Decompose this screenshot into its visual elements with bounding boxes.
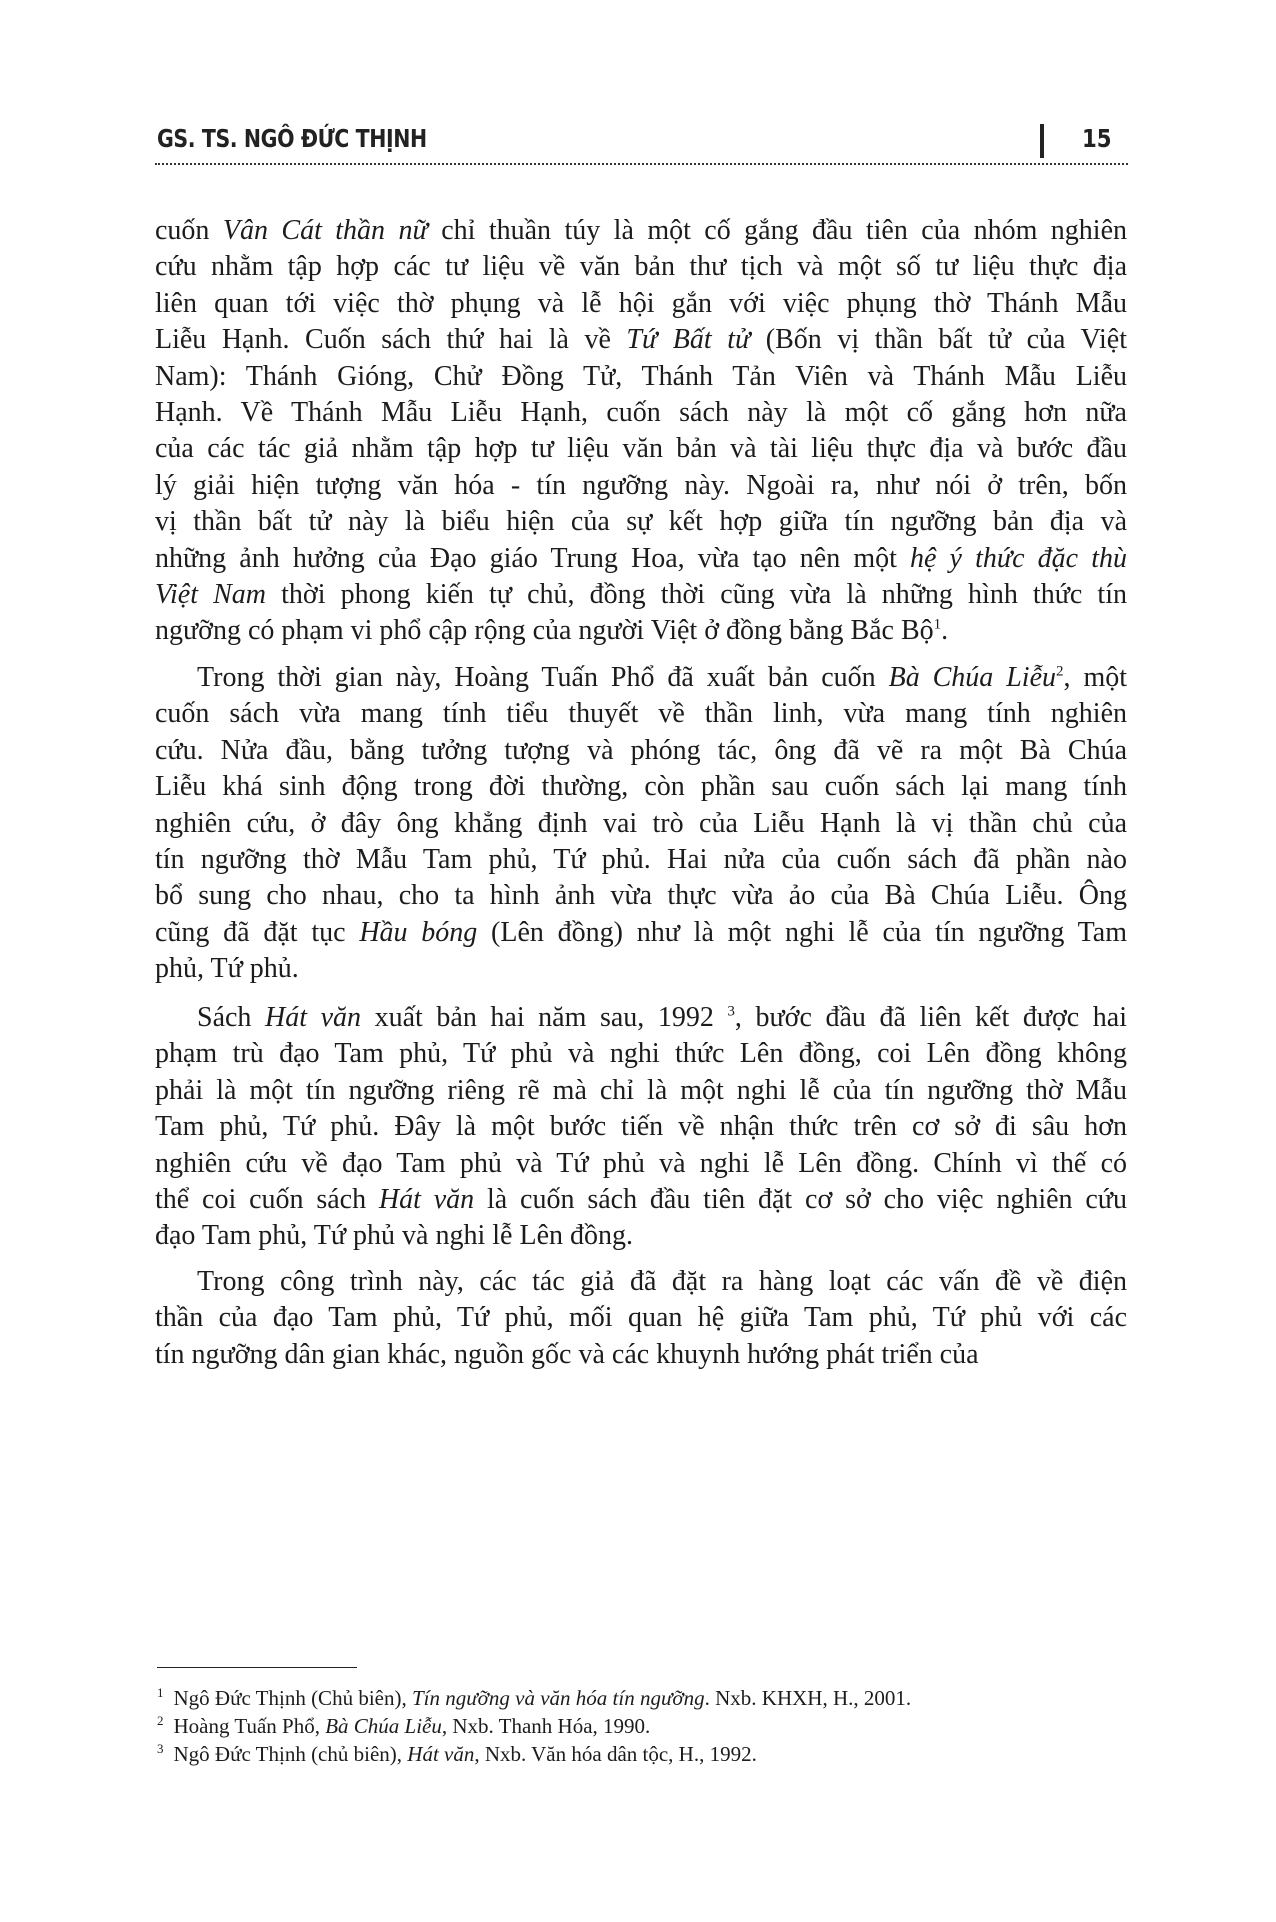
paragraph-1-line xyxy=(155,613,1127,649)
text-run: lý giải hiện tượng văn hóa - tín ngưỡng này. Ngoài ra, như nói ở trên, bốn xyxy=(155,469,1127,501)
text-run: ngưỡng có phạm vi phổ cập rộng của người Việt ở đồng bằng Bắc Bộ xyxy=(155,615,934,647)
footnote-separator xyxy=(157,1667,357,1668)
text-run: thời phong kiến tự chủ, đồng thời cũng vừa là những hình thức tín xyxy=(266,579,1127,610)
paragraph-2-line xyxy=(155,842,1127,878)
text-run: (Bốn vị thần bất tử của Việt xyxy=(750,324,1127,356)
text-run: tín ngưỡng dân gian khác, nguồn gốc và các khuynh hướng phát triển của xyxy=(155,1338,979,1370)
paragraph-3-line xyxy=(155,1109,1127,1145)
footnote-item xyxy=(157,1708,650,1739)
text-run: chỉ thuần túy là một cố gắng đầu tiên của nhóm nghiên xyxy=(427,215,1127,246)
italic-title: Bà Chúa Liễu xyxy=(325,1714,442,1738)
text-run: , bước đầu đã liên kết được hai xyxy=(734,1002,1128,1033)
text-run: Sách xyxy=(197,1002,266,1033)
paragraph-3-line xyxy=(155,1000,1127,1036)
paragraph-4-line xyxy=(155,1300,1127,1336)
text-run: phạm trù đạo Tam phủ, Tứ phủ và nghi thức Lên đồng, coi Lên đồng không xyxy=(155,1038,1127,1070)
text-run: nghiên cứu, ở đây ông khẳng định vai trò của Liễu Hạnh là vị thần chủ của xyxy=(155,807,1127,839)
italic-title: Hầu bóng xyxy=(359,916,478,948)
paragraph-1-line xyxy=(155,577,1127,613)
text-run: Hoàng Tuấn Phổ, xyxy=(173,1714,326,1738)
text-run: phải là một tín ngưỡng riêng rẽ mà chỉ là một nghi lễ của tín ngưỡng thờ Mẫu xyxy=(155,1074,1127,1106)
text-run: Hạnh. Về Thánh Mẫu Liễu Hạnh, cuốn sách này là một cố gắng hơn nữa xyxy=(155,397,1127,428)
text-run: Trong thời gian này, Hoàng Tuấn Phổ đã xuất bản cuốn xyxy=(197,662,889,693)
text-run: nghiên cứu về đạo Tam phủ và Tứ phủ và nghi lễ Lên đồng. Chính vì thế có xyxy=(155,1147,1127,1179)
header-rule xyxy=(155,163,1128,165)
text-run: phủ, Tứ phủ. xyxy=(155,953,299,985)
text-run: , Nxb. Thanh Hóa, 1990. xyxy=(441,1714,651,1738)
italic-title: Tứ Bất tử xyxy=(626,324,751,356)
italic-title: Vân Cát thần nữ xyxy=(222,215,428,246)
footnote-number: 2 xyxy=(157,1713,164,1728)
italic-title: Bà Chúa Liễu xyxy=(888,662,1057,693)
text-run: Ngô Đức Thịnh (Chủ biên), xyxy=(173,1686,412,1710)
paragraph-3-line xyxy=(155,1182,1127,1218)
paragraph-2-line xyxy=(155,660,1127,696)
text-run: cũng đã đặt tục xyxy=(155,916,360,948)
text-run: là cuốn sách đầu tiên đặt cơ sở cho việc nghiên cứu xyxy=(474,1184,1127,1215)
italic-title: Tín ngưỡng và văn hóa tín ngưỡng xyxy=(411,1686,705,1710)
text-run: thần của đạo Tam phủ, Tứ phủ, mối quan hệ giữa Tam phủ, Tứ phủ với các xyxy=(155,1302,1127,1334)
paragraph-1-line xyxy=(155,322,1127,358)
paragraph-2-line xyxy=(155,769,1127,805)
text-run: của các tác giả nhằm tập hợp tư liệu văn bản và tài liệu thực địa và bước đầu xyxy=(155,433,1127,465)
italic-title: Hát văn xyxy=(378,1184,475,1215)
paragraph-2-line xyxy=(155,951,1127,987)
paragraph-1-line xyxy=(155,431,1127,467)
paragraph-4-line xyxy=(155,1264,1127,1300)
text-run: cuốn sách vừa mang tính tiểu thuyết về thần linh, vừa mang tính nghiên xyxy=(155,698,1127,730)
text-run: cứu nhằm tập hợp các tư liệu về văn bản thư tịch và một số tư liệu thực địa xyxy=(155,251,1127,283)
italic-title: Hát văn xyxy=(407,1742,475,1766)
page-number: 15 xyxy=(1082,124,1112,153)
paragraph-3-line xyxy=(155,1073,1127,1109)
text-run: tín ngưỡng thờ Mẫu Tam phủ, Tứ phủ. Hai nửa của cuốn sách đã phần nào xyxy=(155,844,1127,875)
text-run: , Nxb. Văn hóa dân tộc, H., 1992. xyxy=(474,1742,757,1766)
text-run: Liễu Hạnh. Cuốn sách thứ hai là về xyxy=(155,324,627,356)
text-run: cứu. Nửa đầu, bằng tưởng tượng và phóng tác, ông đã vẽ ra một Bà Chúa xyxy=(155,734,1127,766)
paragraph-2-line xyxy=(155,915,1127,951)
text-run: cuốn xyxy=(155,215,223,246)
text-run: đạo Tam phủ, Tứ phủ và nghi lễ Lên đồng. xyxy=(155,1220,633,1252)
paragraph-1-line xyxy=(155,541,1127,577)
italic-title: Việt Nam xyxy=(155,579,267,610)
paragraph-4-line xyxy=(155,1337,1127,1373)
footnote-number: 1 xyxy=(157,1685,164,1700)
running-head: GS. TS. NGÔ ĐỨC THỊNH xyxy=(157,124,427,153)
paragraph-1-line xyxy=(155,213,1127,249)
text-run: Trong công trình này, các tác giả đã đặt ra hàng loạt các vấn đề về điện xyxy=(197,1266,1127,1297)
text-run: thể coi cuốn sách xyxy=(155,1184,379,1215)
text-run: Ngô Đức Thịnh (chủ biên), xyxy=(173,1742,408,1766)
paragraph-1-line xyxy=(155,359,1127,395)
text-run: Liễu khá sinh động trong đời thường, còn phần sau cuốn sách lại mang tính xyxy=(155,771,1127,803)
paragraph-1-line xyxy=(155,504,1127,540)
text-run: những ảnh hưởng của Đạo giáo Trung Hoa, vừa tạo nên một xyxy=(155,542,911,574)
text-run: xuất bản hai năm sau, 1992 xyxy=(361,1002,728,1033)
footnote-ref: 1 xyxy=(933,617,942,634)
text-run: . Nxb. KHXH, H., 2001. xyxy=(704,1686,912,1710)
header-separator-bar xyxy=(1040,124,1044,158)
paragraph-1-line xyxy=(155,249,1127,285)
text-run: vị thần bất tử này là biểu hiện của sự kết hợp giữa tín ngưỡng bản địa và xyxy=(155,506,1127,538)
text-run: liên quan tới việc thờ phụng và lễ hội gắn với việc phụng thờ Thánh Mẫu xyxy=(155,287,1127,319)
paragraph-3-line xyxy=(155,1036,1127,1072)
paragraph-1-line xyxy=(155,395,1127,431)
text-run: Nam): Thánh Gióng, Chử Đồng Tử, Thánh Tản Viên và Thánh Mẫu Liễu xyxy=(155,360,1127,392)
paragraph-1-line xyxy=(155,286,1127,322)
paragraph-2-line xyxy=(155,878,1127,914)
paragraph-3-line xyxy=(155,1146,1127,1182)
paragraph-2-line xyxy=(155,733,1127,769)
footnote-ref: 2 xyxy=(1056,663,1064,680)
footnote-ref: 3 xyxy=(727,1003,735,1020)
footnote-item xyxy=(157,1736,757,1767)
footnote-item xyxy=(157,1680,911,1711)
paragraph-2-line xyxy=(155,696,1127,732)
paragraph-1-line xyxy=(155,468,1127,504)
paragraph-2-line xyxy=(155,806,1127,842)
footnote-number: 3 xyxy=(157,1741,164,1756)
italic-title: Hát văn xyxy=(265,1002,362,1033)
text-run: Tam phủ, Tứ phủ. Đây là một bước tiến về nhận thức trên cơ sở đi sâu hơn xyxy=(155,1111,1127,1143)
text-run: . xyxy=(941,615,949,647)
italic-title: hệ ý thức đặc thù xyxy=(910,542,1127,574)
text-run: (Lên đồng) như là một nghi lễ của tín ngưỡng Tam xyxy=(477,916,1127,948)
paragraph-3-line xyxy=(155,1218,1127,1254)
text-run: , một xyxy=(1063,662,1128,693)
text-run: bổ sung cho nhau, cho ta hình ảnh vừa thực vừa ảo của Bà Chúa Liễu. Ông xyxy=(155,880,1127,912)
